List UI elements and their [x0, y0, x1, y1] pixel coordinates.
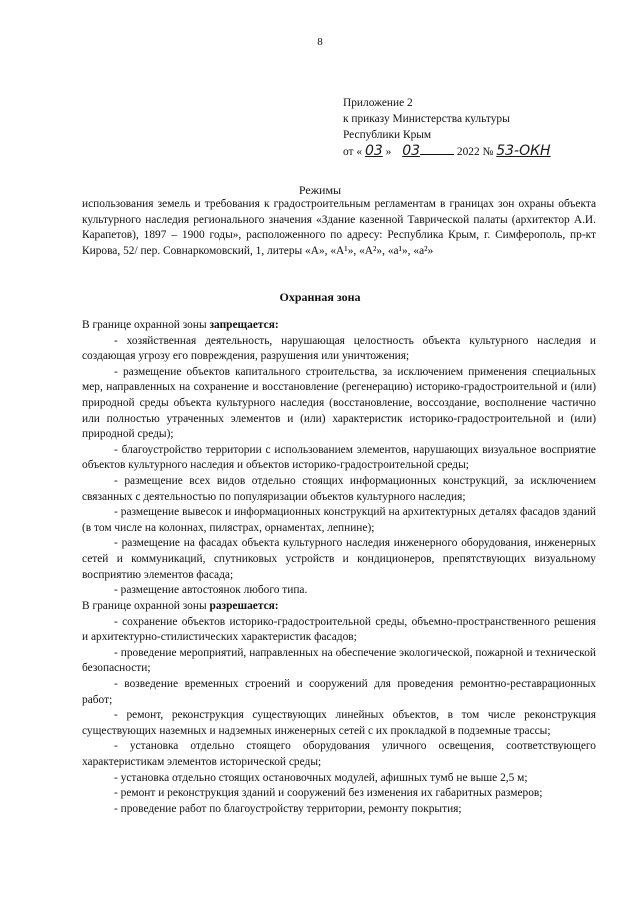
allowed-lead-text: В границе охранной зоны — [82, 600, 210, 612]
appendix-block — [343, 95, 623, 160]
date-month-underline — [420, 143, 454, 155]
date-day-close: » — [385, 146, 392, 158]
zone-title: Охранная зона — [279, 290, 361, 304]
allowed-lead — [82, 599, 596, 615]
appendix-order-line: к приказу Министерства культуры — [343, 113, 510, 125]
allowed-item: - проведение работ по благоустройству территории, ремонту покрытия; — [114, 802, 462, 815]
allowed-item: - ремонт и реконструкция зданий и сооружений без изменения их габаритных размеров; — [114, 787, 543, 800]
date-prefix: от « — [343, 146, 363, 158]
prohibited-item: - размещение автостоянок любого типа. — [114, 584, 308, 597]
intro-paragraph: использования земель и требования к градостроительным регламентам в границах зон охраны объекта культурного наследия регионального значения «Здание казенной Таврической палаты (архитектор А.И. Карапетов), 1897 – 1900 годы», расположенного по адресу: Республика Крым, г. Симферополь, пр-кт Кирова, 52/ пер. Совнаркомовский, 1, литеры «А», «А¹», «А²», «а¹», «а²» — [82, 198, 596, 257]
prohibited-item: - размещение объектов капитального строительства, за исключением применения специальных мер, направленных на сохранение и восстановление (регенерацию) историко-градостроительной и (или) природной среды объекта культурного наследия (восстановление, воссоздание, восполнение частично или полностью утраченных элементов и (или) характеристик историко-градостроительной и (или) природной среды); — [82, 365, 596, 441]
page-number: 8 — [317, 36, 323, 48]
prohibited-lead-text: В границе охранной зоны — [82, 319, 210, 331]
prohibited-item: - благоустройство территории с использованием элементов, нарушающих визуальное восприятие объектов культурного наследия и объектов историко-градостроительной среды; — [82, 443, 596, 472]
allowed-item: - установка отдельно стоящего оборудования уличного освещения, соответствующего характеристикам элементов исторической среды; — [82, 740, 596, 768]
allowed-item: - сохранение объектов историко-градостроительной среды, объемно-пространственного решения и архитектурно-стилистических характеристик фасадов; — [82, 615, 596, 644]
date-day-handwritten: 03 — [364, 143, 383, 159]
prohibited-item: - размещение на фасадах объекта культурного наследия инженерного оборудования, инженерных сетей и коммуникаций, спутниковых устройств и кондиционеров, препятствующих визуальному восприятию элементов фасада; — [82, 537, 596, 581]
allowed-lead-bold: разрешается: — [209, 600, 279, 612]
allowed-item: - возведение временных строений и сооружений для проведения ремонтно-реставрационных работ; — [82, 677, 596, 706]
allowed-item: - установка отдельно стоящих остановочных модулей, афишных тумб не выше 2,5 м; — [114, 771, 528, 784]
allowed-section — [82, 599, 596, 817]
allowed-item: - проведение мероприятий, направленных на обеспечение экологической, пожарной и технической безопасности; — [82, 646, 596, 675]
appendix-date-line — [343, 143, 623, 160]
appendix-title: Приложение 2 — [343, 97, 413, 109]
prohibited-item: - хозяйственная деятельность, нарушающая целостность объекта культурного наследия и создающая угрозу его повреждения, разрушения или уничтожения; — [82, 334, 596, 363]
prohibited-item: - размещение вывесок и информационных конструкций на архитектурных деталях фасадов зданий (в том числе на колоннах, пилястрах, орнаментах, лепнине); — [82, 506, 596, 534]
prohibited-item: - размещение всех видов отдельно стоящих информационных конструкций, за исключением связанных с деятельностью по популяризации объектов культурного наследия; — [82, 474, 596, 503]
prohibited-section — [82, 318, 596, 599]
regimes-title: Режимы — [298, 183, 342, 197]
date-month-handwritten: 03 — [402, 143, 421, 159]
appendix-republic-line: Республики Крым — [343, 129, 432, 141]
date-year-number: 2022 № — [456, 146, 494, 158]
prohibited-lead — [82, 318, 596, 334]
allowed-item: - ремонт, реконструкция существующих линейных объектов, в том числе реконструкция существующих наземных и надземных инженерных сетей с их прокладкой в подземные трассы; — [82, 709, 596, 737]
order-number-handwritten: 53-ОКН — [496, 143, 551, 159]
prohibited-lead-bold: запрещается: — [209, 319, 279, 331]
